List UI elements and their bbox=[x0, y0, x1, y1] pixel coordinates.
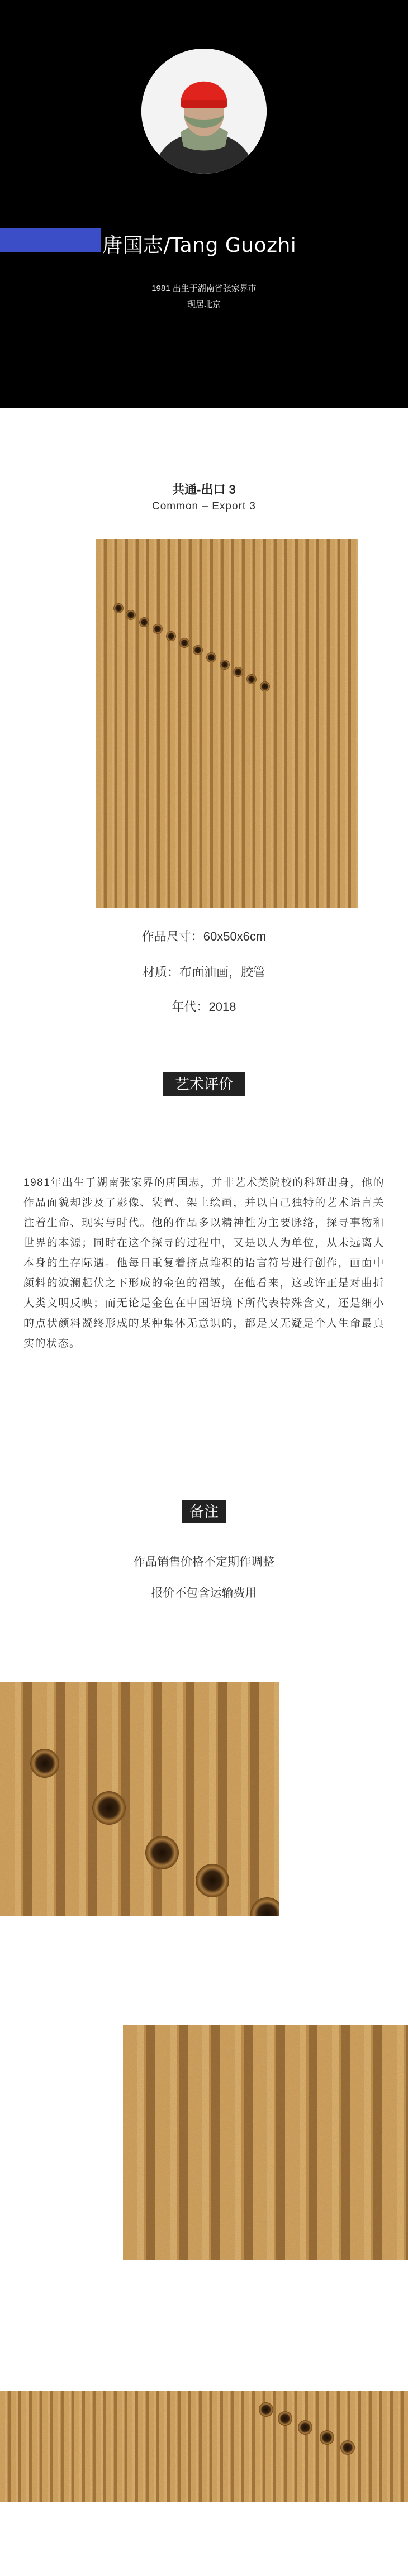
detail-image-texture bbox=[123, 2025, 408, 2260]
notes-heading: 备注 bbox=[182, 1500, 226, 1523]
artist-header bbox=[0, 0, 408, 408]
note-shipping: 报价不包含运输费用 bbox=[151, 1587, 257, 1600]
artwork-title: 共通-出口 3 bbox=[172, 483, 236, 497]
artwork-year: 年代：2018 bbox=[172, 1000, 236, 1014]
artist-name: 唐国志/Tang Guozhi bbox=[102, 234, 297, 257]
note-price-adjust: 作品销售价格不定期作调整 bbox=[134, 1556, 274, 1568]
review-heading: 艺术评价 bbox=[163, 1072, 245, 1096]
artwork-image bbox=[96, 539, 358, 908]
artist-avatar bbox=[141, 49, 267, 174]
name-accent-stripe bbox=[0, 228, 101, 252]
artist-portrait-icon bbox=[141, 49, 267, 174]
artwork-material: 材质：布面油画，胶管 bbox=[142, 965, 265, 979]
artist-residence: 现居北京 bbox=[187, 300, 221, 309]
artist-birth: 1981 出生于湖南省张家界市 bbox=[151, 284, 257, 293]
artwork-subtitle: Common – Export 3 bbox=[152, 500, 256, 512]
review-text: 1981年出生于湖南张家界的唐国志，并非艺术类院校的科班出身，他的作品面貌却涉及了影像、装置、架上绘画，并以自己独特的艺术语言关注着生命、现实与时代。他的作品多以精神性为主要脉络，探寻事物和世界的本源；同时在这个探寻的过程中，又是以人为单位，从未远离人本身的生存际遇。他每日重复着挤点堆积的语言符号进行创作，画面中颜料的波澜起伏之下形成的金色的褶皱，在他看来，这或许正是对曲折人类文明反映；而无论是金色在中国语境下所代表特殊含义，还是细小的点状颜料凝终形成的某种集体无意识的，都是又无疑是个人生命最真实的状态。 bbox=[23, 1177, 385, 1349]
artist-name-bar bbox=[0, 228, 408, 257]
artwork-size: 作品尺寸：60x50x6cm bbox=[141, 929, 267, 943]
detail-image-row bbox=[0, 2391, 408, 2502]
detail-image-holes bbox=[0, 1682, 279, 1916]
